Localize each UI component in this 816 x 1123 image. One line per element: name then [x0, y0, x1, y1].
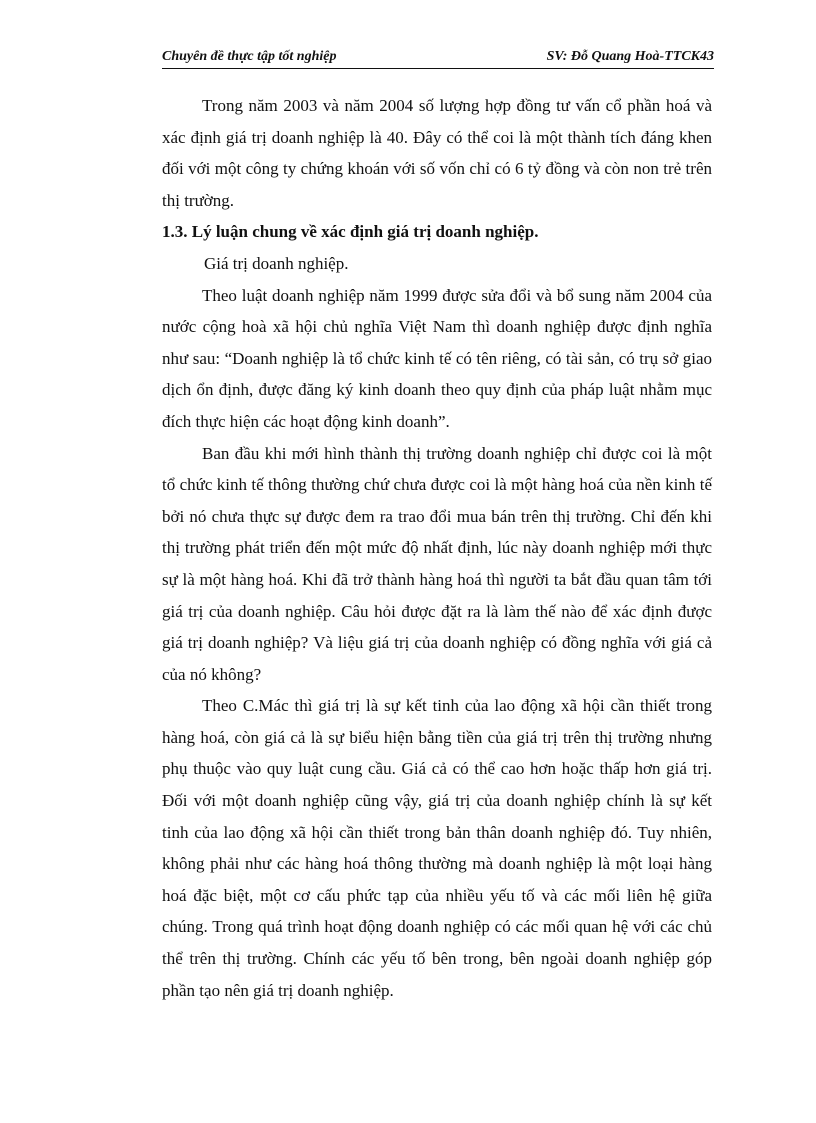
header-divider [162, 68, 714, 69]
header-title: Chuyên đề thực tập tốt nghiệp [162, 49, 337, 64]
paragraph-2: Theo luật doanh nghiệp năm 1999 được sửa đổi và bổ sung năm 2004 của nước cộng hoà xã hội chủ nghĩa Việt Nam thì doanh nghiệp được định nghĩa như sau: “Doanh nghiệp là tổ chức kinh tế có tên riêng, có tài sản, có trụ sở giao dịch ổn định, được đăng ký kinh doanh theo quy định của pháp luật nhằm mục đích thực hiện các hoạt động kinh doanh”. [162, 285, 712, 431]
paragraph-1: Trong năm 2003 và năm 2004 số lượng hợp đồng tư vấn cổ phần hoá và xác định giá trị doanh nghiệp là 40. Đây có thể coi là một thành tích đáng khen đối với một công ty chứng khoán với số vốn chỉ có 6 tỷ đồng và còn non trẻ trên thị trường. [162, 96, 712, 210]
page-header [162, 48, 714, 72]
document-body [162, 90, 712, 1006]
header-author: SV: Đỗ Quang Hoà-TTCK43 [546, 49, 714, 64]
paragraph-3: Ban đầu khi mới hình thành thị trường doanh nghiệp chỉ được coi là một tổ chức kinh tế thông thường chứ chưa được coi là một hàng hoá của nền kinh tế bởi nó chưa thực sự được đem ra trao đổi mua bán trên thị trường. Chỉ đến khi thị trường phát triển đến một mức độ nhất định, lúc này doanh nghiệp mới thực sự là một hàng hoá. Khi đã trở thành hàng hoá thì người ta bắt đầu quan tâm tới giá trị của doanh nghiệp. Câu hỏi được đặt ra là làm thế nào để xác định được giá trị doanh nghiệp? Và liệu giá trị của doanh nghiệp có đồng nghĩa với giá cả của nó không? [162, 443, 712, 684]
paragraph-4: Theo C.Mác thì giá trị là sự kết tinh của lao động xã hội cần thiết trong hàng hoá, còn giá cả là sự biểu hiện bằng tiền của giá trị trên thị trường nhưng phụ thuộc vào quy luật cung cầu. Giá cả có thể cao hơn hoặc thấp hơn giá trị. Đối với một doanh nghiệp cũng vậy, giá trị của doanh nghiệp chính là sự kết tinh của lao động xã hội cần thiết trong bản thân doanh nghiệp đó. Tuy nhiên, không phải như các hàng hoá thông thường mà doanh nghiệp là một loại hàng hoá đặc biệt, một cơ cấu phức tạp của nhiều yếu tố và các mối liên hệ giữa chúng. Trong quá trình hoạt động doanh nghiệp có các mối quan hệ với các chủ thể trên thị trường. Chính các yếu tố bên trong, bên ngoài doanh nghiệp góp phần tạo nên giá trị doanh nghiệp. [162, 696, 712, 1000]
subsection-heading: Giá trị doanh nghiệp. [204, 253, 349, 273]
section-heading: 1.3. Lý luận chung về xác định giá trị doanh nghiệp. [162, 222, 539, 242]
